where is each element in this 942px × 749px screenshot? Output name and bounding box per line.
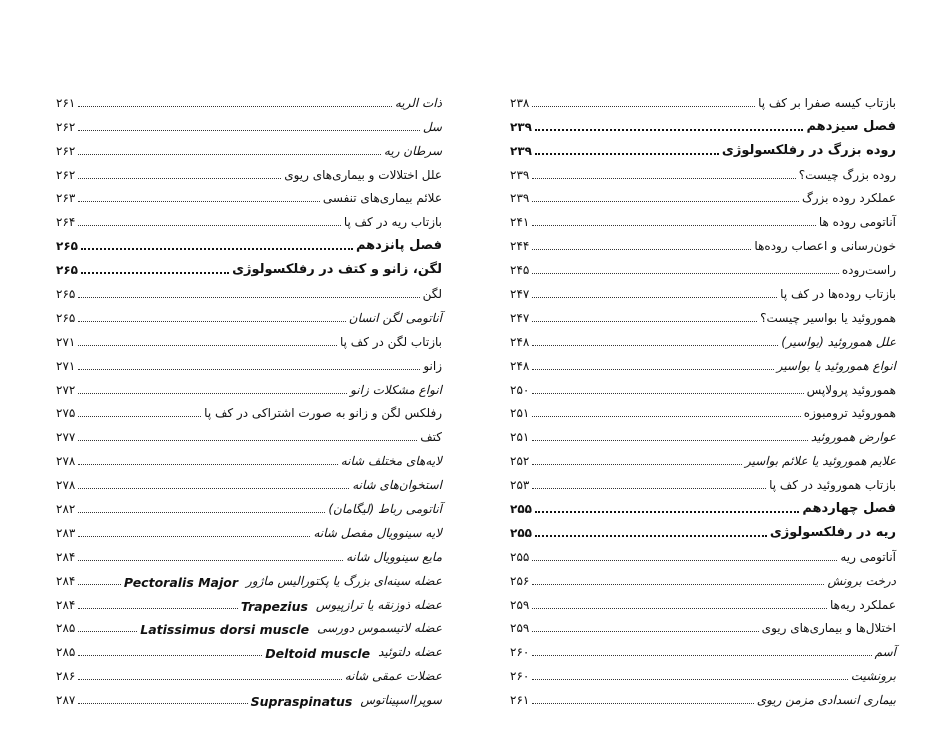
toc-entry[interactable] bbox=[510, 614, 896, 638]
toc-entry-latin-term: Latissimus dorsi muscle bbox=[140, 622, 310, 638]
toc-entry[interactable] bbox=[510, 566, 896, 590]
toc-entry[interactable] bbox=[56, 542, 442, 566]
dot-leader bbox=[78, 512, 325, 513]
toc-entry[interactable] bbox=[510, 231, 896, 255]
toc-page-number: ۲۸۴ bbox=[56, 597, 76, 612]
toc-entry-title: ذات الریه bbox=[394, 95, 442, 110]
toc-heading[interactable] bbox=[56, 231, 442, 255]
toc-page-number: ۲۷۱ bbox=[56, 358, 76, 373]
dot-leader bbox=[532, 464, 742, 465]
toc-entry-title: ریه در رفلکسولوژی bbox=[769, 524, 896, 540]
toc-entry-title: بیماری انسدادی مزمن ریوی bbox=[756, 693, 896, 708]
toc-entry-title: بازتاب هموروئید در کف پا bbox=[769, 478, 896, 493]
toc-entry[interactable] bbox=[56, 375, 442, 399]
dot-leader bbox=[78, 393, 347, 394]
dot-leader bbox=[78, 464, 337, 465]
toc-entry[interactable] bbox=[56, 590, 442, 614]
toc-entry[interactable] bbox=[510, 470, 896, 494]
toc-entry[interactable] bbox=[56, 661, 442, 685]
toc-entry-title: راست‌روده bbox=[841, 263, 896, 278]
toc-page-number: ۲۳۹ bbox=[510, 167, 530, 182]
dot-leader bbox=[78, 297, 419, 298]
toc-entry[interactable] bbox=[56, 88, 442, 112]
toc-page-number: ۲۵۰ bbox=[510, 382, 530, 397]
toc-entry-title: عوارض هموروئید bbox=[810, 430, 896, 445]
dot-leader bbox=[532, 631, 758, 632]
dot-leader bbox=[532, 584, 824, 585]
toc-entry-title: عضلات عمقی شانه bbox=[344, 669, 442, 684]
toc-entry[interactable] bbox=[56, 351, 442, 375]
dot-leader bbox=[532, 440, 808, 441]
toc-entry[interactable] bbox=[56, 685, 442, 709]
toc-entry-title: کتف bbox=[420, 430, 442, 445]
dot-leader bbox=[532, 321, 757, 322]
toc-page-number: ۲۶۲ bbox=[56, 167, 76, 182]
toc-page-number: ۲۵۶ bbox=[510, 573, 530, 588]
toc-page-number: ۲۸۷ bbox=[56, 693, 76, 708]
toc-entry[interactable] bbox=[510, 88, 896, 112]
toc-page-number: ۲۵۵ bbox=[510, 549, 530, 564]
toc-entry-latin-term: Supraspinatus bbox=[250, 694, 353, 710]
toc-page-number: ۲۶۲ bbox=[56, 143, 76, 158]
toc-entry-title: عملکرد روده بزرگ bbox=[801, 191, 896, 206]
toc-entry-title: انواع هموروئید یا بواسیر bbox=[776, 358, 896, 373]
toc-page-number: ۲۳۸ bbox=[510, 95, 530, 110]
dot-leader bbox=[532, 608, 827, 609]
toc-entry-latin-term: Pectoralis Major bbox=[123, 574, 239, 590]
toc-entry-title: علایم هموروئید یا علائم بواسیر bbox=[744, 454, 896, 469]
toc-page-number: ۲۷۱ bbox=[56, 334, 76, 349]
toc-entry[interactable] bbox=[510, 255, 896, 279]
dot-leader bbox=[535, 535, 767, 537]
toc-entry[interactable] bbox=[56, 614, 442, 638]
toc-heading[interactable] bbox=[510, 518, 896, 542]
toc-page-number: ۲۸۳ bbox=[56, 525, 76, 540]
dot-leader bbox=[78, 584, 121, 585]
dot-leader bbox=[532, 297, 777, 298]
dot-leader bbox=[532, 201, 799, 202]
toc-page-number: ۲۸۴ bbox=[56, 573, 76, 588]
toc-entry[interactable] bbox=[56, 207, 442, 231]
toc-entry[interactable] bbox=[510, 590, 896, 614]
toc-entry-title: آناتومی رباط (لیگامان) bbox=[328, 502, 442, 517]
toc-entry-latin-term: Deltoid muscle bbox=[265, 646, 371, 662]
toc-page-number: ۲۴۵ bbox=[510, 263, 530, 278]
toc-left-column bbox=[56, 88, 442, 709]
dot-leader bbox=[78, 631, 137, 632]
toc-entry-latin-term: Trapezius bbox=[240, 598, 308, 614]
toc-entry-title: فصل سیزدهم bbox=[806, 118, 896, 134]
toc-page-number: ۲۶۵ bbox=[56, 287, 76, 302]
toc-entry-title: آناتومی ریه bbox=[840, 549, 896, 564]
toc-page-number: ۲۶۵ bbox=[56, 263, 78, 278]
toc-page-number: ۲۴۸ bbox=[510, 334, 530, 349]
toc-entry-title: لایه سینوویال مفصل شانه bbox=[313, 525, 442, 540]
toc-page-number: ۲۷۷ bbox=[56, 430, 76, 445]
toc-entry[interactable] bbox=[510, 637, 896, 661]
dot-leader bbox=[532, 393, 803, 394]
toc-entry-title: لایه‌های مختلف شانه bbox=[340, 454, 442, 469]
dot-leader bbox=[78, 679, 341, 680]
toc-entry-title: عضله ذوزنقه یا ترازپیوس bbox=[315, 597, 442, 612]
toc-entry-title: انواع مشکلات زانو bbox=[350, 382, 442, 397]
toc-page-number: ۲۵۱ bbox=[510, 406, 530, 421]
toc-page-number: ۲۴۷ bbox=[510, 310, 530, 325]
toc-entry-title: لگن، زانو و کتف در رفلکسولوژی bbox=[232, 262, 442, 278]
toc-entry[interactable] bbox=[510, 422, 896, 446]
toc-entry[interactable] bbox=[56, 112, 442, 136]
toc-right-column bbox=[510, 88, 896, 709]
toc-entry[interactable] bbox=[56, 470, 442, 494]
toc-page-number: ۲۸۴ bbox=[56, 549, 76, 564]
toc-entry[interactable] bbox=[510, 303, 896, 327]
toc-entry-title: سل bbox=[422, 119, 442, 134]
toc-page-number: ۲۳۹ bbox=[510, 191, 530, 206]
toc-entry-title: سوپرااسپیناتوس bbox=[360, 693, 442, 708]
toc-page-number: ۲۸۲ bbox=[56, 502, 76, 517]
dot-leader bbox=[532, 225, 816, 226]
toc-entry-title: درخت برونش bbox=[827, 573, 896, 588]
dot-leader bbox=[78, 201, 320, 202]
toc-entry[interactable] bbox=[510, 184, 896, 208]
toc-entry[interactable] bbox=[510, 375, 896, 399]
dot-leader bbox=[81, 248, 353, 250]
toc-entry[interactable] bbox=[56, 327, 442, 351]
dot-leader bbox=[78, 703, 247, 704]
toc-entry[interactable] bbox=[510, 542, 896, 566]
toc-page-number: ۲۷۵ bbox=[56, 406, 76, 421]
toc-page-number: ۲۷۸ bbox=[56, 478, 76, 493]
toc-page-number: ۲۷۸ bbox=[56, 454, 76, 469]
dot-leader bbox=[532, 703, 753, 704]
toc-page-number: ۲۴۴ bbox=[510, 239, 530, 254]
dot-leader bbox=[532, 679, 847, 680]
toc-entry[interactable] bbox=[510, 279, 896, 303]
dot-leader bbox=[532, 369, 773, 370]
toc-page-number: ۲۶۱ bbox=[56, 95, 76, 110]
dot-leader bbox=[535, 153, 719, 155]
toc-entry-title: استخوان‌های شانه bbox=[352, 478, 442, 493]
toc-entry[interactable] bbox=[56, 422, 442, 446]
dot-leader bbox=[532, 249, 751, 250]
toc-entry[interactable] bbox=[56, 279, 442, 303]
toc-entry-title: روده بزرگ در رفلکسولوژی bbox=[721, 142, 896, 158]
toc-entry-title: روده بزرگ چیست؟ bbox=[798, 167, 896, 182]
toc-page-number: ۲۵۳ bbox=[510, 478, 530, 493]
toc-entry[interactable] bbox=[510, 327, 896, 351]
toc-entry-title: رفلکس لگن و زانو به صورت اشتراکی در کف پا bbox=[204, 406, 442, 421]
toc-entry-title: فصل چهاردهم bbox=[802, 501, 896, 517]
toc-entry-title: لگن bbox=[422, 287, 442, 302]
toc-page-number: ۲۷۲ bbox=[56, 382, 76, 397]
toc-entry[interactable] bbox=[56, 566, 442, 590]
dot-leader bbox=[535, 129, 804, 131]
toc-entry[interactable] bbox=[56, 303, 442, 327]
toc-entry-title: هموروئید پرولاپس bbox=[806, 382, 896, 397]
toc-entry-title: بازتاب کیسه صفرا بر کف پا bbox=[758, 95, 896, 110]
toc-entry-title: عضله سینه‌ای بزرگ یا پکتورالیس ماژور bbox=[246, 573, 442, 588]
toc-entry-title: هموروئید ترومبوزه bbox=[803, 406, 896, 421]
toc-entry-title: هموروئید یا بواسیر چیست؟ bbox=[760, 310, 896, 325]
toc-entry-title: عملکرد ریه‌ها bbox=[829, 597, 896, 612]
toc-page-number: ۲۴۸ bbox=[510, 358, 530, 373]
toc-entry[interactable] bbox=[56, 136, 442, 160]
toc-entry-title: زانو bbox=[423, 358, 442, 373]
toc-page-number: ۲۵۵ bbox=[510, 502, 532, 517]
toc-entry[interactable] bbox=[56, 160, 442, 184]
dot-leader bbox=[78, 488, 349, 489]
dot-leader bbox=[535, 511, 799, 513]
toc-page-number: ۲۳۹ bbox=[510, 143, 532, 158]
toc-entry-title: فصل پانزدهم bbox=[355, 238, 442, 254]
toc-entry-title: بازتاب روده‌ها در کف پا bbox=[780, 287, 896, 302]
dot-leader bbox=[78, 440, 417, 441]
dot-leader bbox=[78, 106, 391, 107]
dot-leader bbox=[78, 321, 345, 322]
toc-page-number: ۲۶۰ bbox=[510, 669, 530, 684]
toc-heading[interactable] bbox=[510, 494, 896, 518]
toc-entry-title: علائم بیماری‌های تنفسی bbox=[322, 191, 442, 206]
toc-page-number: ۲۶۴ bbox=[56, 215, 76, 230]
toc-entry-title: بازتاب لگن در کف پا bbox=[339, 334, 442, 349]
toc-page-number: ۲۵۵ bbox=[510, 525, 532, 540]
dot-leader bbox=[78, 225, 340, 226]
toc-entry-title: آناتومی روده ها bbox=[818, 215, 896, 230]
toc-entry-title: اختلال‌ها و بیماری‌های ریوی bbox=[761, 621, 896, 636]
toc-entry[interactable] bbox=[510, 160, 896, 184]
toc-page-number: ۲۵۲ bbox=[510, 454, 530, 469]
dot-leader bbox=[532, 273, 838, 274]
dot-leader bbox=[78, 154, 381, 155]
toc-entry-title: علل اختلالات و بیماری‌های ریوی bbox=[284, 167, 442, 182]
dot-leader bbox=[78, 416, 201, 417]
toc-entry[interactable] bbox=[56, 184, 442, 208]
toc-entry[interactable] bbox=[510, 685, 896, 709]
dot-leader bbox=[78, 130, 420, 131]
toc-entry[interactable] bbox=[510, 351, 896, 375]
toc-entry[interactable] bbox=[510, 661, 896, 685]
dot-leader bbox=[78, 536, 310, 537]
toc-page-number: ۲۶۵ bbox=[56, 310, 76, 325]
toc-page-number: ۲۵۱ bbox=[510, 430, 530, 445]
toc-entry[interactable] bbox=[56, 399, 442, 423]
dot-leader bbox=[78, 178, 281, 179]
toc-heading[interactable] bbox=[510, 136, 896, 160]
dot-leader bbox=[78, 655, 262, 656]
dot-leader bbox=[532, 416, 800, 417]
toc-page-number: ۲۶۲ bbox=[56, 119, 76, 134]
toc-heading[interactable] bbox=[56, 255, 442, 279]
dot-leader bbox=[532, 178, 795, 179]
toc-entry[interactable] bbox=[510, 399, 896, 423]
toc-page-number: ۲۶۵ bbox=[56, 239, 78, 254]
toc-page-number: ۲۵۹ bbox=[510, 597, 530, 612]
toc-page-number: ۲۸۶ bbox=[56, 669, 76, 684]
dot-leader bbox=[78, 345, 337, 346]
dot-leader bbox=[532, 655, 871, 656]
toc-entry-title: آسم bbox=[874, 645, 896, 660]
toc-entry[interactable] bbox=[56, 446, 442, 470]
toc-page-number: ۲۵۹ bbox=[510, 621, 530, 636]
toc-page-number: ۲۴۷ bbox=[510, 287, 530, 302]
toc-page-number: ۲۸۵ bbox=[56, 621, 76, 636]
toc-entry-title: سرطان ریه bbox=[383, 143, 442, 158]
toc-entry-title: علل هموروئید (بواسیر) bbox=[781, 334, 896, 349]
dot-leader bbox=[78, 369, 420, 370]
toc-entry[interactable] bbox=[510, 207, 896, 231]
toc-entry-title: مایع سینوویال شانه bbox=[346, 549, 442, 564]
toc-page-number: ۲۶۳ bbox=[56, 191, 76, 206]
toc-entry-title: عضله دلتوئید bbox=[378, 645, 442, 660]
toc-page-number: ۲۴۱ bbox=[510, 215, 530, 230]
dot-leader bbox=[78, 560, 343, 561]
dot-leader bbox=[78, 608, 237, 609]
toc-entry-title: بازتاب ریه در کف پا bbox=[343, 215, 442, 230]
dot-leader bbox=[532, 345, 778, 346]
dot-leader bbox=[532, 106, 755, 107]
dot-leader bbox=[532, 488, 766, 489]
toc-page-number: ۲۶۰ bbox=[510, 645, 530, 660]
toc-entry[interactable] bbox=[56, 637, 442, 661]
toc-page-number: ۲۸۵ bbox=[56, 645, 76, 660]
toc-page-number: ۲۶۱ bbox=[510, 693, 530, 708]
dot-leader bbox=[532, 560, 837, 561]
toc-entry-title: خون‌رسانی و اعصاب روده‌ها bbox=[754, 239, 896, 254]
toc-entry[interactable] bbox=[510, 446, 896, 470]
dot-leader bbox=[81, 272, 229, 274]
toc-entry[interactable] bbox=[56, 518, 442, 542]
toc-entry-title: برونشیت bbox=[850, 669, 896, 684]
toc-entry-title: عضله لاتیسموس دورسی bbox=[317, 621, 442, 636]
toc-entry[interactable] bbox=[56, 494, 442, 518]
toc-page-number: ۲۳۹ bbox=[510, 119, 532, 134]
toc-entry-title: آناتومی لگن انسان bbox=[348, 310, 442, 325]
toc-heading[interactable] bbox=[510, 112, 896, 136]
